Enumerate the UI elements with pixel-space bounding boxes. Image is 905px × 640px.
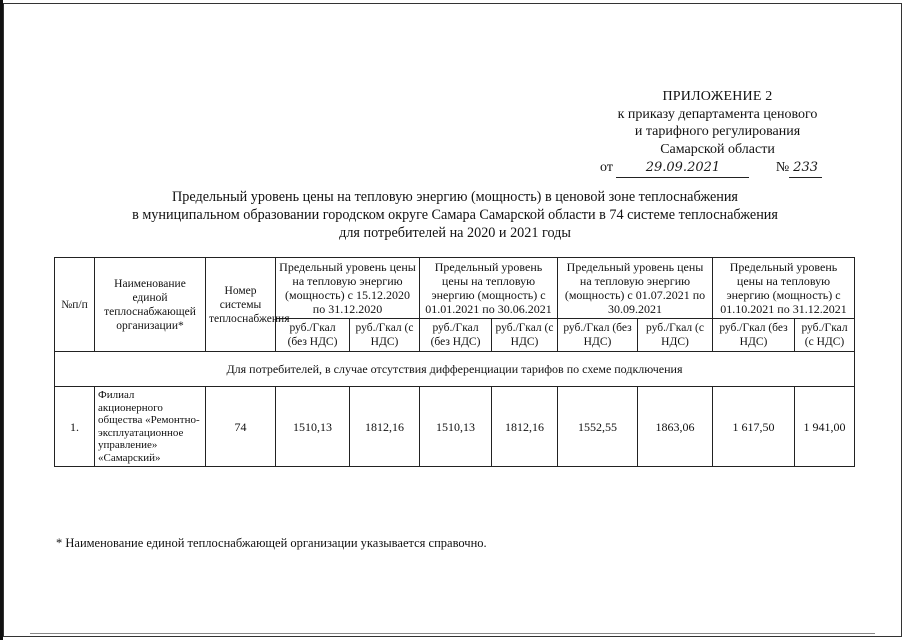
row-num: 1.: [55, 387, 95, 467]
date-value: 29.09.2021: [616, 159, 749, 178]
appendix-line-3: Самарской области: [660, 141, 775, 157]
heading-line-2: в муниципальном образовании городском округе Самара Самарской области в 74 системе теплоснабжения: [132, 207, 778, 223]
period-header-1: Предельный уровень цены на тепловую энергию (мощность) с 15.12.2020 по 31.12.2020: [276, 258, 420, 319]
row-value: 1812,16: [350, 387, 420, 467]
scan-bottom-line: [30, 633, 875, 634]
scan-edge: [0, 0, 3, 640]
unit-vat: руб./Гкал (с НДС): [638, 319, 713, 352]
section-label: Для потребителей, в случае отсутствия дифференциации тарифов по схеме подключения: [55, 352, 855, 387]
tariff-table: [54, 257, 855, 467]
appendix-block: [575, 88, 860, 178]
appendix-date-line: [575, 159, 860, 178]
date-prefix: от: [600, 160, 613, 175]
unit-no-vat: руб./Гкал (без НДС): [713, 319, 795, 352]
heading-line-3: для потребителей на 2020 и 2021 годы: [339, 225, 571, 241]
section-row: [55, 352, 855, 387]
number-value: 233: [789, 159, 822, 178]
unit-no-vat: руб./Гкал (без НДС): [276, 319, 350, 352]
row-value: 1863,06: [638, 387, 713, 467]
period-header-2: Предельный уровень цены на тепловую энергию (мощность) с 01.01.2021 по 30.06.2021: [420, 258, 558, 319]
header-row: [55, 258, 855, 319]
row-value: 1812,16: [492, 387, 558, 467]
footnote: * Наименование единой теплоснабжающей организации указывается справочно.: [56, 536, 487, 550]
appendix-line-1: к приказу департамента ценового: [617, 106, 818, 122]
period-header-3: Предельный уровень цены на тепловую энергию (мощность) с 01.07.2021 по 30.09.2021: [558, 258, 713, 319]
unit-no-vat: руб./Гкал (без НДС): [558, 319, 638, 352]
row-value: 1510,13: [420, 387, 492, 467]
appendix-line-2: и тарифного регулирования: [634, 124, 801, 139]
heading-line-1: Предельный уровень цены на тепловую энергию (мощность) в ценовой зоне теплоснабжения: [172, 189, 738, 205]
unit-no-vat: руб./Гкал (без НДС): [420, 319, 492, 352]
date-field: [600, 159, 749, 178]
col-org-header: Наименование единой теплоснабжающей организации*: [95, 258, 206, 352]
number-prefix: №: [775, 160, 790, 175]
number-field: [776, 159, 822, 178]
col-system-header: Номер системы теплоснабжения: [206, 258, 276, 352]
document-heading: [60, 188, 850, 242]
row-value: 1 617,50: [713, 387, 795, 467]
row-value: 1 941,00: [795, 387, 855, 467]
row-org: Филиал акционерного общества «Ремонтно-эксплуатационное управление» «Самарский»: [95, 387, 206, 467]
col-num-header: №п/п: [55, 258, 95, 352]
unit-vat: руб./Гкал (с НДС): [492, 319, 558, 352]
row-value: 1552,55: [558, 387, 638, 467]
table-row: [55, 387, 855, 467]
row-system: 74: [206, 387, 276, 467]
row-value: 1510,13: [276, 387, 350, 467]
unit-vat: руб./Гкал (с НДС): [350, 319, 420, 352]
unit-vat: руб./Гкал (с НДС): [795, 319, 855, 352]
appendix-title: ПРИЛОЖЕНИЕ 2: [662, 89, 773, 104]
period-header-4: Предельный уровень цены на тепловую энергию (мощность) с 01.10.2021 по 31.12.2021: [713, 258, 855, 319]
